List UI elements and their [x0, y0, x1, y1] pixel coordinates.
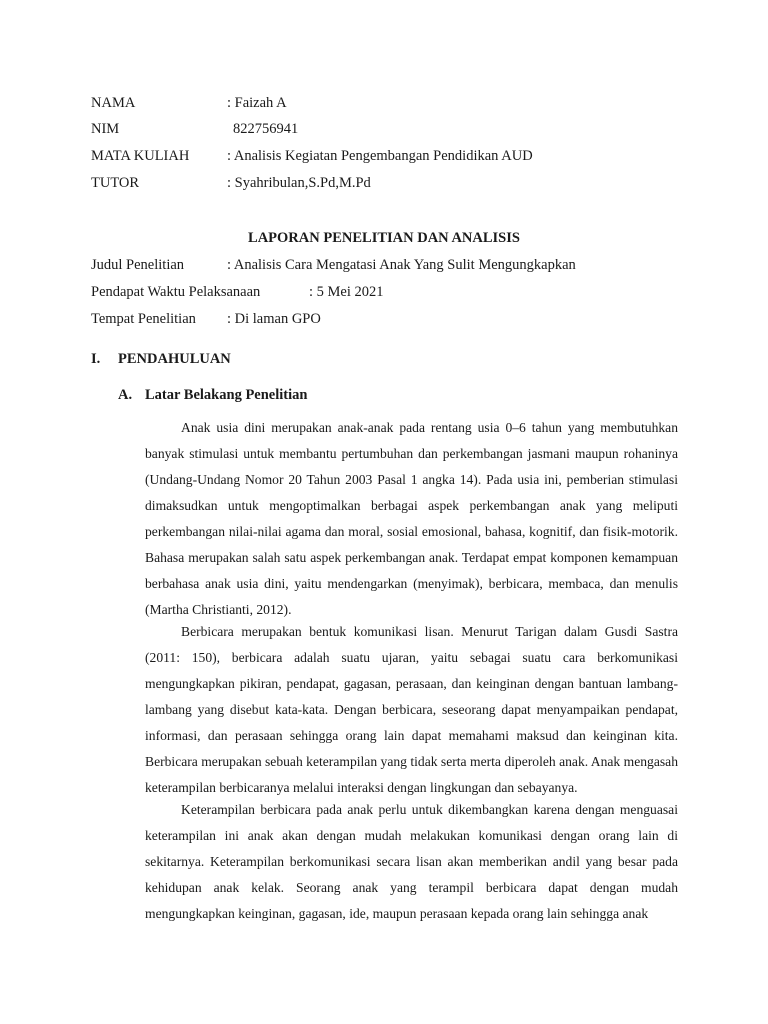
body-paragraph: Anak usia dini merupakan anak-anak pada rentang usia 0–6 tahun yang membutuhkan banyak stimulasi untuk membantu pertumbuhan dan perkembangan jasmani maupun rohaninya (Undang-Undang Nomor 20 Tahun 2003 Pasal 1 angka 14). Pada usia ini, pemberian stimulasi dimaksudkan untuk mengoptimalkan berbagai aspek perkembangan anak yang meliputi perkembangan nilai-nilai agama dan moral, sosial emosional, bahasa, kognitif, dan fisik-motorik. Bahasa merupakan salah satu aspek perkembangan anak. Terdapat empat komponen kemampuan berbahasa anak usia dini, yaitu mendengarkan (menyimak), berbicara, membaca, dan menulis (Martha Christianti, 2012).: [145, 420, 678, 617]
section-number: I.: [91, 351, 101, 367]
subsection-letter: A.: [118, 387, 133, 403]
identity-label: TUTOR: [91, 175, 140, 191]
identity-label: NIM: [91, 121, 120, 137]
body-paragraph: Berbicara merupakan bentuk komunikasi lisan. Menurut Tarigan dalam Gusdi Sastra (2011: 150), berbicara adalah suatu ujaran, yaitu sebagai suatu cara berkomunikasi mengungkapkan pikiran, pendapat, gagasan, perasaan, dan keinginan dengan bantuan lambang-lambang yang disebut kata-kata. Dengan berbicara, seseorang dapat menyampaikan pendapat, informasi, dan perasaan sehingga orang lain dapat memahami maksud dan keinginan kita. Berbicara merupakan sebuah keterampilan yang tidak serta merta diperoleh anak. Anak mengasah keterampilan berbicaranya melalui interaksi dengan lingkungan dan sebayanya.: [145, 624, 678, 795]
subsection-title: Latar Belakang Penelitian: [145, 387, 308, 403]
report-field-label: Judul Penelitian: [91, 257, 185, 273]
report-title: LAPORAN PENELITIAN DAN ANALISIS: [248, 230, 520, 246]
report-field-label: Tempat Penelitian: [91, 311, 196, 327]
report-field-value: : Di laman GPO: [227, 311, 321, 327]
identity-value: : Faizah A: [227, 95, 287, 111]
identity-value: : Analisis Kegiatan Pengembangan Pendidikan AUD: [227, 148, 533, 164]
report-field-label: Pendapat Waktu Pelaksanaan: [91, 284, 261, 300]
identity-label: NAMA: [91, 95, 136, 111]
body-paragraph: Keterampilan berbicara pada anak perlu untuk dikembangkan karena dengan menguasai keterampilan ini anak akan dengan mudah melakukan komunikasi dengan orang lain di sekitarnya. Keterampilan berkomunikasi secara lisan akan memberikan andil yang besar pada kehidupan anak kelak. Seorang anak yang terampil berbicara dapat dengan mudah mengungkapkan keinginan, gagasan, ide, maupun perasaan kepada orang lain sehingga anak: [145, 802, 678, 921]
identity-value: : Syahribulan,S.Pd,M.Pd: [227, 175, 371, 191]
identity-label: MATA KULIAH: [91, 148, 190, 164]
section-title: PENDAHULUAN: [118, 351, 231, 367]
report-field-value: : 5 Mei 2021: [309, 284, 384, 300]
report-field-value: : Analisis Cara Mengatasi Anak Yang Sulit Mengungkapkan: [227, 257, 576, 273]
identity-value: 822756941: [233, 121, 299, 137]
